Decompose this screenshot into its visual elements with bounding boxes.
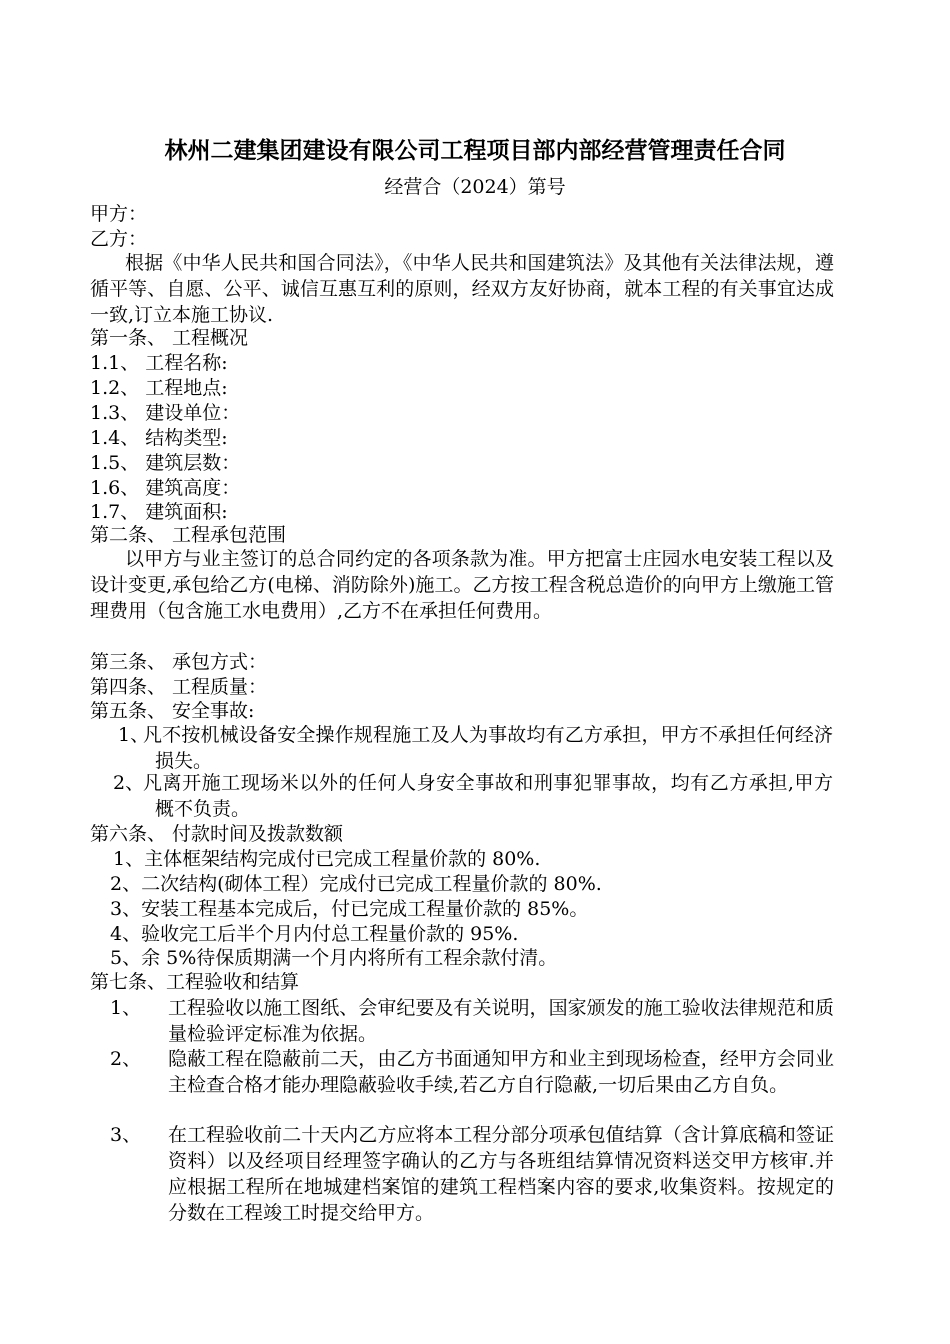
article-6-heading: 第六条、 付款时间及拨款数额 [90, 823, 344, 845]
article-6-item: 4、验收完工后半个月内付总工程量价款的 95%. [110, 923, 519, 945]
article-6-item: 1、主体框架结构完成付已完成工程量价款的 80%. [113, 848, 541, 870]
article-7-item-text: 隐蔽工程在隐蔽前二天，由乙方书面通知甲方和业主到现场检查，经甲方会同业主检查合格才能办理隐蔽验收手续,若乙方自行隐蔽,一切后果由乙方自负。 [168, 1048, 834, 1096]
article-1-item: 1.5、 建筑层数： [90, 452, 241, 474]
article-7-item-text: 工程验收以施工图纸、会审纪要及有关说明，国家颁发的施工验收法律规范和质量检验评定标准为依据。 [168, 997, 834, 1045]
article-2-body: 以甲方与业主签订的总合同约定的各项条款为准。甲方把富士庄园水电安装工程以及设计变更,承包给乙方(电梯、消防除外)施工。乙方按工程含税总造价的向甲方上缴施工管理费用（包含施工水电费用）,乙方不在承担任何费用。 [90, 548, 834, 622]
preamble-paragraph: 根据《中华人民共和国合同法》，《中华人民共和国建筑法》及其他有关法律法规，遵循平等、自愿、公平、诚信互惠互利的原则，经双方友好协商，就本工程的有关事宜达成一致,订立本施工协议. [90, 252, 834, 326]
article-6-item: 3、安装工程基本完成后，付已完成工程量价款的 85%。 [110, 898, 589, 920]
article-5-item-number: 1、 [118, 724, 150, 746]
article-5-heading: 第五条、 安全事故: [90, 700, 255, 722]
party-a-label: 甲方： [90, 203, 148, 225]
article-6-item: 5、余 5%待保质期满一个月内将所有工程余款付清。 [110, 947, 558, 969]
article-7-item-number: 2、 [110, 1048, 142, 1070]
party-b-label: 乙方： [90, 228, 148, 250]
article-7-item-number: 1、 [110, 997, 142, 1019]
article-1-item: 1.3、 建设单位： [90, 402, 241, 424]
article-5-item-number: 2、 [113, 772, 145, 794]
article-3-heading: 第三条、 承包方式： [90, 651, 268, 673]
article-7-item-number: 3、 [110, 1124, 142, 1146]
article-5-item-text: 凡离开施工现场米以外的任何人身安全事故和刑事犯罪事故，均有乙方承担,甲方概不负责。 [143, 772, 833, 820]
article-2-heading: 第二条、 工程承包范围 [90, 524, 287, 546]
contract-number: 经营合（2024）第号 [384, 176, 566, 198]
article-1-item: 1.4、 结构类型: [90, 427, 228, 449]
article-1-item: 1.2、 工程地点: [90, 377, 228, 399]
article-1-item: 1.7、 建筑面积: [90, 501, 228, 523]
document-title: 林州二建集团建设有限公司工程项目部内部经营管理责任合同 [164, 138, 786, 164]
article-4-heading: 第四条、 工程质量： [90, 676, 268, 698]
article-7-heading: 第七条、工程验收和结算 [90, 971, 300, 993]
article-1-heading: 第一条、 工程概况 [90, 327, 249, 349]
article-1-item: 1.6、 建筑高度： [90, 477, 241, 499]
article-5-item-text: 凡不按机械设备安全操作规程施工及人为事故均有乙方承担，甲方不承担任何经济损失。 [143, 724, 833, 772]
article-1-item: 1.1、 工程名称: [90, 352, 228, 374]
article-6-item: 2、二次结构(砌体工程）完成付已完成工程量价款的 80%. [110, 873, 602, 895]
article-7-item-text: 在工程验收前二十天内乙方应将本工程分部分项承包值结算（含计算底稿和签证资料）以及经项目经理签字确认的乙方与各班组结算情况资料送交甲方核审.并应根据工程所在地城建档案馆的建筑工程档案内容的要求,收集资料。按规定的分数在工程竣工时提交给甲方。 [168, 1124, 834, 1224]
